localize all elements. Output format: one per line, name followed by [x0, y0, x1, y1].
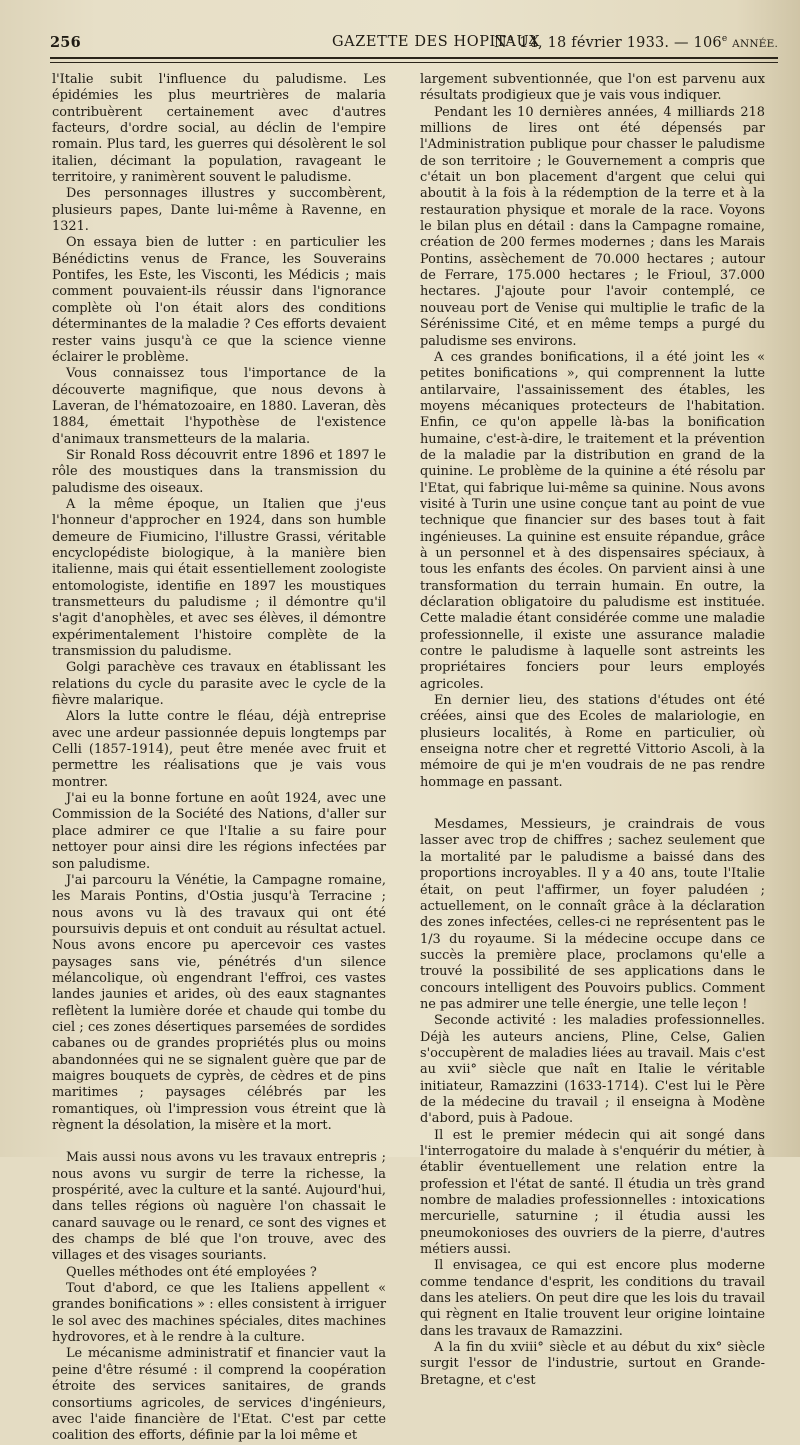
issue-year-label: ANNÉE. — [732, 37, 778, 50]
paragraph: A la même époque, un Italien que j'eus l'honneur d'approcher en 1924, dans son humble demeure de Fiumicino, l'illustre Grassi, véritable encyclopédiste biologique, à la manière bien italienne, mais qui était essentiellement zoologiste entomologiste, identifie en 1897 les moustiques transmetteurs du paludisme ; il démontre qu'il s'agit d'anophèles, et avec ses élèves, il démontre expérimentalement l'histoire complète de la transmission du paludisme. — [52, 496, 386, 660]
paragraph: Pendant les 10 dernières années, 4 milliards 218 millions de lires ont été dépensés par l'Administration publique pour chasser le paludisme de son territoire ; le Gouvernement a compris que c'était un bon placement d'argent que celui qui aboutit à la fois à la rédemption de la terre et à la restauration physique et morale de la race. Voyons le bilan plus en détail : dans la Campagne romaine, création de 200 fermes modernes ; dans les Marais Pontins, assèchement de 70.000 hectares ; autour de Ferrare, 175.000 hectares ; le Frioul, 37.000 hectares. J'ajoute pour l'avoir contemplé, ce nouveau port de Venise qui multiplie le trafic de la Sérénissime Cité, et en même temps a purgé du paludisme ses environs. — [420, 104, 765, 349]
paragraph: Seconde activité : les maladies professionnelles. Déjà les auteurs anciens, Pline, Celse, Galien s'occupèrent de maladies liées au travail. Mais c'est au xvii° siècle que naît en Italie le véritable initiateur, Ramazzini (1633-1714). C'est lui le Père de la médecine du travail ; il enseigna à Modène d'abord, puis à Padoue. — [420, 1013, 765, 1127]
paragraph: Quelles méthodes ont été employées ? — [66, 1264, 317, 1280]
paragraph: En dernier lieu, des stations d'études ont été créées, ainsi que des Ecoles de malariologie, en plusieurs localités, à Rome en particulier, où enseigna notre cher et regretté Vittorio Ascoli, à la mémoire de qui je m'en voudrais de ne pas rendre hommage en passant. — [420, 693, 765, 790]
paragraph: largement subventionnée, que l'on est parvenu aux résultats prodigieux que je vais vous indiquer. — [420, 72, 765, 104]
paragraph: Il envisagea, ce qui est encore plus moderne comme tendance d'esprit, les conditions du travail dans les ateliers. On peut dire que les lois du travail qui règnent en Italie trouvent leur origine lointaine dans les travaux de Ramazzini. — [420, 1258, 765, 1339]
paragraph: Alors la lutte contre le fléau, déjà entreprise avec une ardeur passionnée depuis longtemps par Celli (1857-1914), peut être menée avec fruit et permettre les réalisations que je vais vous montrer. — [52, 709, 386, 790]
paragraph: Vous connaissez tous l'importance de la découverte magnifique, que nous devons à Laveran, de l'hématozoaire, en 1880. Laveran, dès 1884, émettait l'hypothèse de l'existence d'animaux transmetteurs de la malaria. — [52, 366, 386, 447]
page-header — [50, 30, 778, 56]
paragraph: Tout d'abord, ce que les Italiens appellent « grandes bonifications » : elles consistent à irriguer le sol avec des machines spéciales, dites machines hydrovores, et à le rendre à la culture. — [52, 1281, 386, 1346]
paragraph: A la fin du xviii° siècle et au début du xix° siècle surgit l'essor de l'industrie, surtout en Grande-Bretagne, et c'est — [420, 1340, 765, 1388]
paragraph: Mesdames, Messieurs, je craindrais de vous lasser avec trop de chiffres ; sachez seulement que la mortalité par le paludisme a baissé dans des proportions incroyables. Il y a 40 ans, toute l'Italie était, on peut l'affirmer, un foyer paludéen ; actuellement, on le connaît grâce à la déclaration des zones infectées, celles-ci ne représentent pas le 1/3 du royaume. Si la médecine occupe dans ce succès la première place, proclamons qu'elle a trouvé la possibilité de ses applications dans le concours intelligent des Pouvoirs publics. Comment ne pas admirer une telle énergie, une telle leçon ! — [420, 817, 765, 1012]
paragraph: J'ai eu la bonne fortune en août 1924, avec une Commission de la Société des Nations, d'aller sur place admirer ce que l'Italie a su faire pour nettoyer pour ainsi dire les régions infectées par son paludisme. — [52, 791, 386, 872]
paragraph: J'ai parcouru la Vénétie, la Campagne romaine, les Marais Pontins, d'Ostia jusqu'à Terracine ; nous avons vu là des travaux qui ont été poursuivis depuis et ont conduit au résultat actuel. Nous avons encore pu apercevoir ces vastes paysages sans vie, pénétrés d'un silence mélancolique, où engendrant l'effroi, ces vastes landes jaunies et arides, où des eaux stagnantes reflètent la lumière dorée et chaude qui tombe du ciel ; ces zones désertiques parsemées de sordides cabanes ou de grandes propriétés plus ou moins abandonnées qui ne se signalent guère que par de maigres bouquets de cyprès, de cèdres et de pins maritimes ; paysages célébrés par les romantiques, où l'impression vous étreint que là règnent la désolation, la misère et la mort. — [52, 872, 386, 1133]
issue-ordinal: e — [721, 34, 728, 44]
paragraph: Sir Ronald Ross découvrit entre 1896 et 1897 le rôle des moustiques dans la transmission du paludisme des oiseaux. — [52, 447, 386, 496]
paragraph: A ces grandes bonifications, il a été joint les « petites bonifications », qui comprennent la lutte antilarvaire, l'assainissement des étables, les moyens mécaniques protecteurs de l'habitation. Enfin, ce qu'on appelle là-bas la bonification humaine, c'est-à-dire, le traitement et la prévention de la maladie par la distribution en grand de la quinine. Le problème de la quinine a été résolu par l'Etat, qui fabrique lui-même sa quinine. Nous avons visité à Turin une usine conçue tant au point de vue technique que financier sur des bases tout à fait ingénieuses. La quinine est ensuite répandue, grâce à un personnel et à des dispensaires spéciaux, à tous les enfants des écoles. On parvient ainsi à une transformation du terrain humain. En outre, la déclaration obligatoire du paludisme est instituée. Cette maladie étant considérée comme une maladie professionnelle, il existe une assurance maladie contre le paludisme à laquelle sont astreints les propriétaires fonciers pour leurs employés agricoles. — [420, 349, 765, 692]
page-number: 256 — [50, 34, 81, 51]
header-rule-thin — [50, 62, 778, 63]
paragraph: Des personnages illustres y succombèrent, plusieurs papes, Dante lui-même à Ravenne, en 1321. — [52, 186, 386, 235]
paragraph: Il est le premier médecin qui ait songé dans l'interrogatoire du malade à s'enquérir du métier, à établir éventuellement une relation entre la profession et l'état de santé. Il étudia un très grand nombre de maladies professionnelles : intoxications mercurielle, saturnine ; il étudia aussi les pneumokonioses des ouvriers de la pierre, d'autres métiers aussi. — [420, 1127, 765, 1258]
paragraph: l'Italie subit l'influence du paludisme. Les épidémies les plus meurtrières de malaria contribuèrent certainement avec d'autres facteurs, d'ordre social, au déclin de l'empire romain. Plus tard, les guerres qui désolèrent le sol italien, décimant la population, ravageant le territoire, y ranimèrent souvent le paludisme. — [52, 72, 386, 186]
right-column — [420, 72, 765, 1389]
header-rule — [50, 57, 778, 59]
paragraph: Le mécanisme administratif et financier vaut la peine d'être résumé : il comprend la coopération étroite des services sanitaires, de grands consortiums agricoles, de services d'ingénieurs, avec l'aide financière de l'Etat. C'est par cette coalition des efforts, définie par la loi même et — [52, 1346, 386, 1444]
issue-info — [494, 34, 778, 51]
left-column — [52, 72, 386, 1445]
issue-date: N° 14, 18 février 1933. — 106 — [494, 34, 722, 51]
paragraph: On essaya bien de lutter : en particulier les Bénédictins venus de France, les Souverains Pontifes, les Este, les Visconti, les Médicis ; mais comment pouvaient-ils réussir dans l'ignorance complète où l'on était alors des conditions déterminantes de la maladie ? Ces efforts devaient rester vains jusqu'à ce que la science vienne éclairer le problème. — [52, 235, 386, 365]
paragraph: Mais aussi nous avons vu les travaux entrepris ; nous avons vu surgir de terre la richesse, la prospérité, avec la culture et la santé. Aujourd'hui, dans telles régions où naguère l'on chassait le canard sauvage ou le renard, ce sont des vignes et des champs de blé que l'on trouve, avec des villages et des visages souriants. — [52, 1150, 386, 1264]
paragraph: Golgi parachève ces travaux en établissant les relations du cycle du parasite avec le cycle de la fièvre malarique. — [52, 660, 386, 709]
journal-title: GAZETTE DES HOPITAUX — [332, 34, 541, 50]
